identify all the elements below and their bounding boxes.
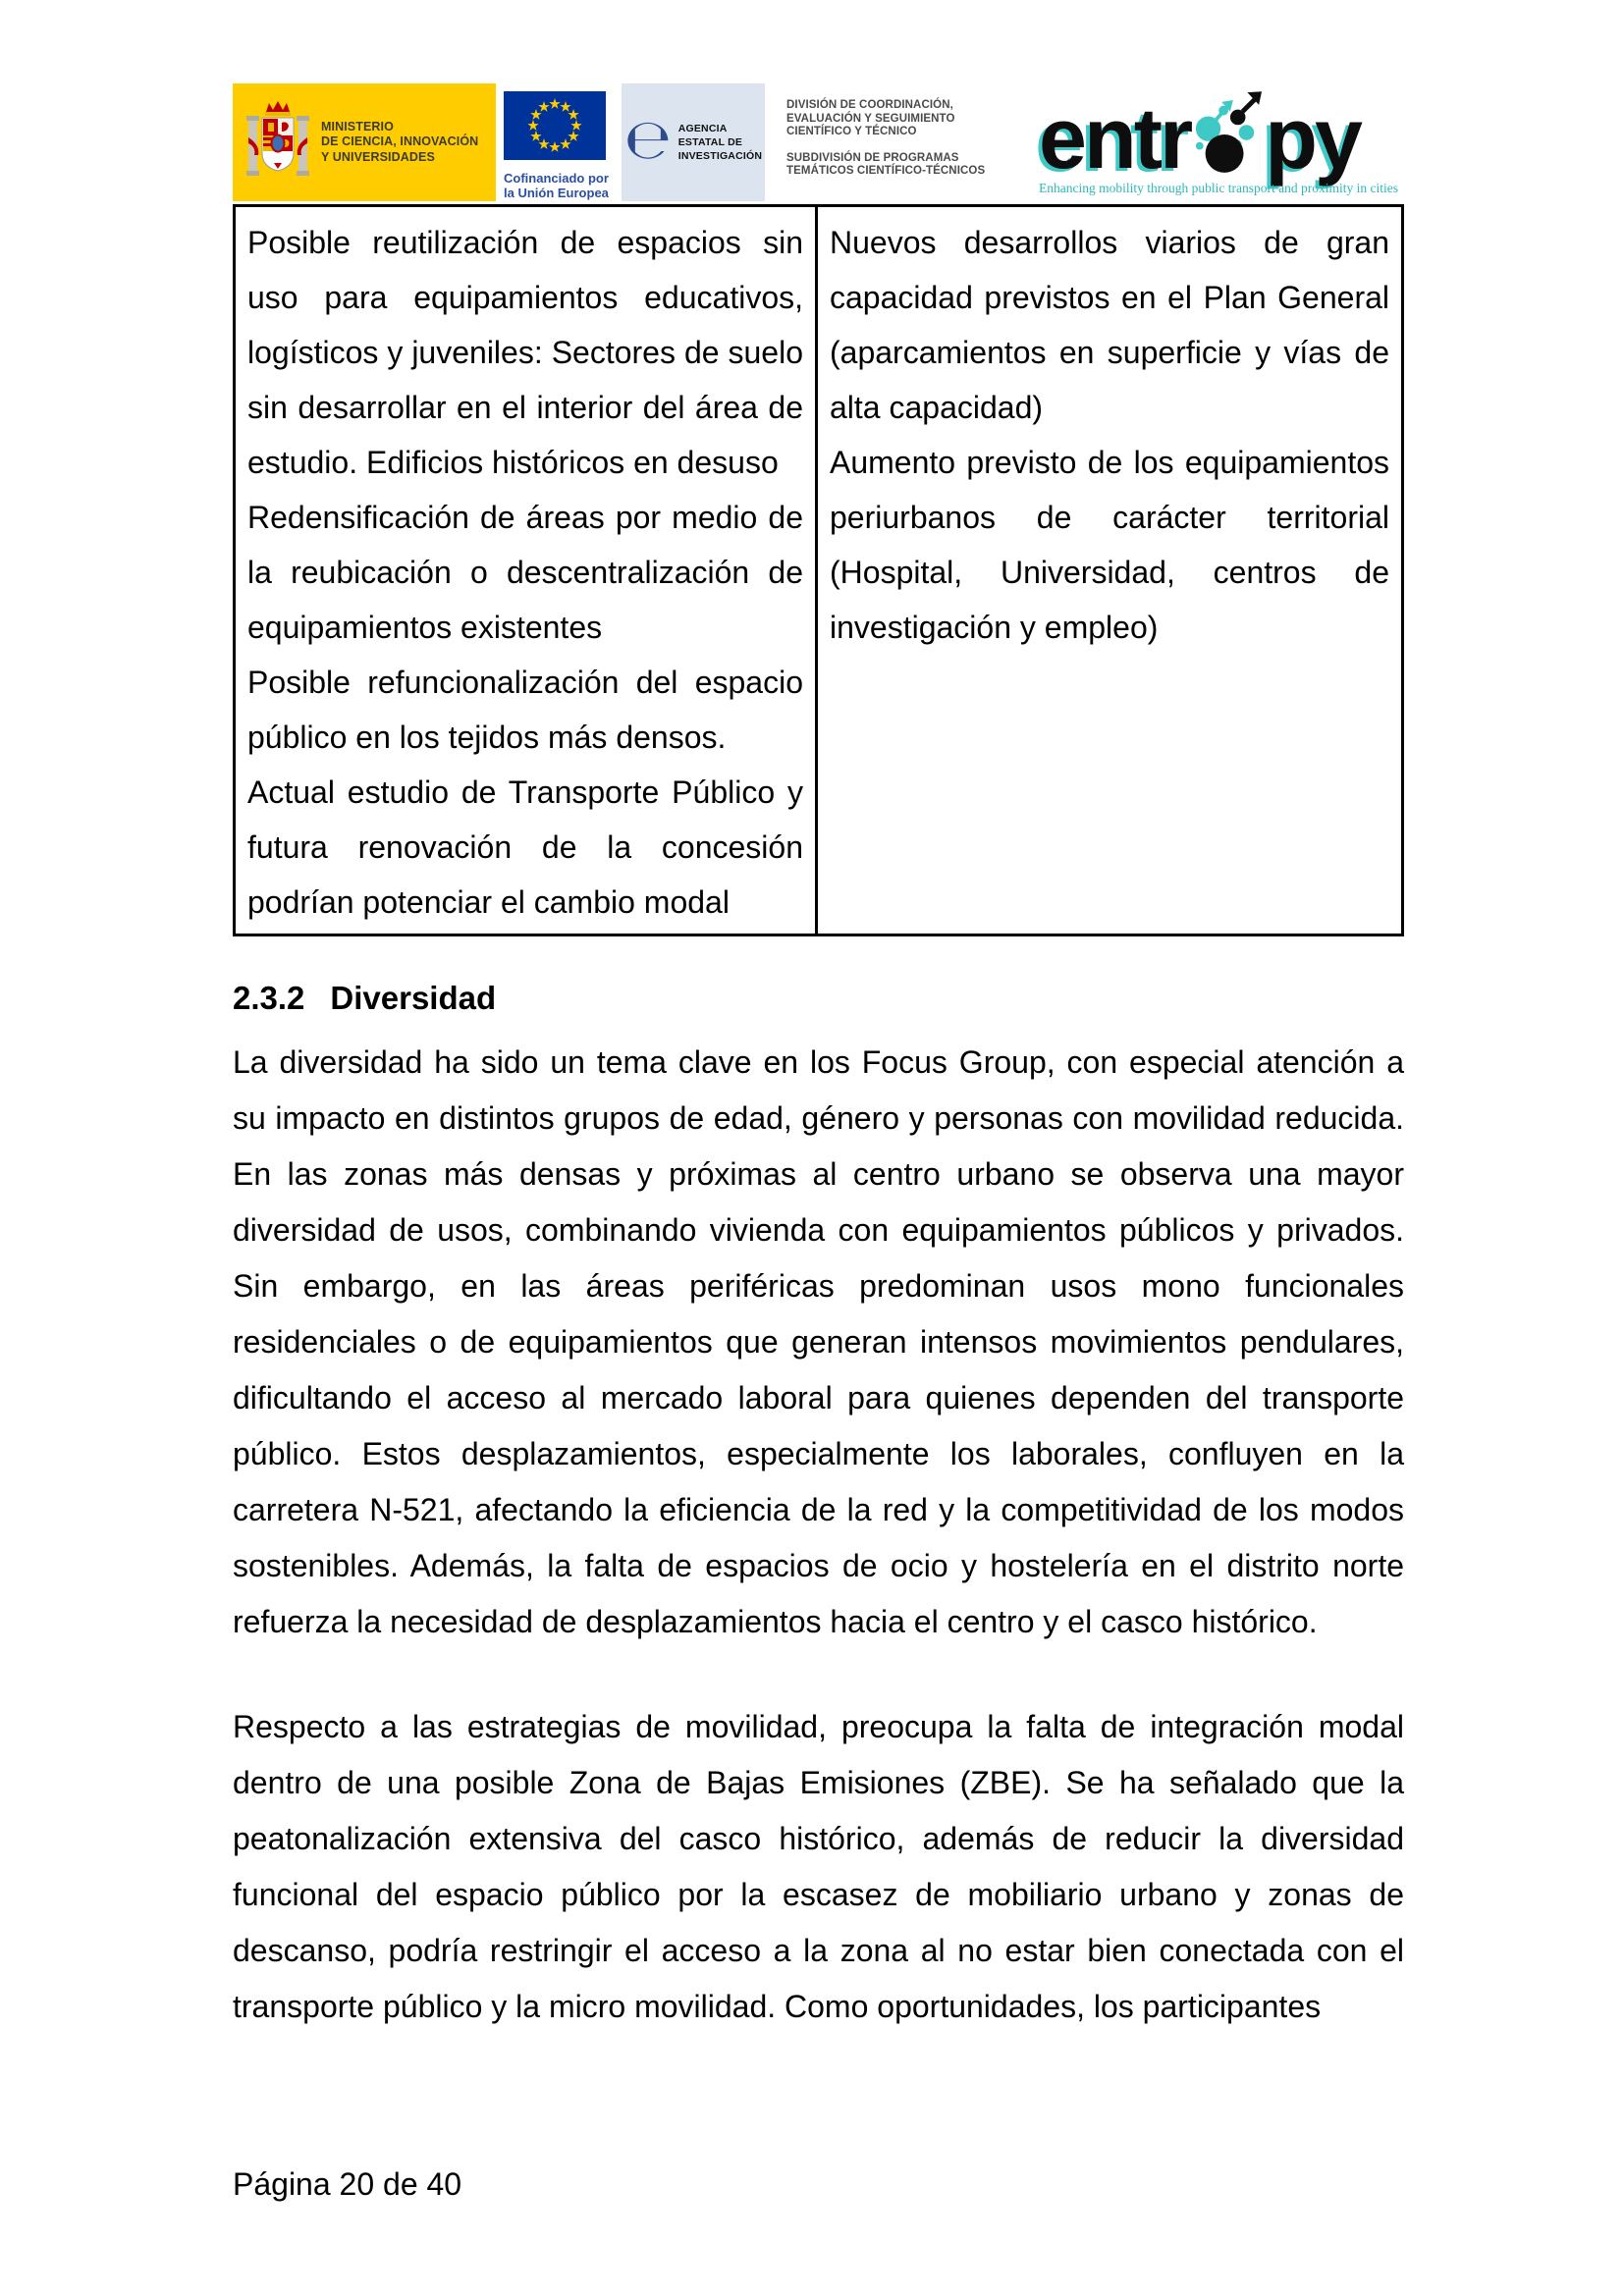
- ministry-logo: [233, 83, 496, 201]
- spain-coat-of-arms-icon: [246, 98, 309, 187]
- aei-name: [678, 122, 762, 163]
- subdivision-line-1: SUBDIVISIÓN DE PROGRAMAS: [786, 151, 959, 164]
- body-paragraph-2: Respecto a las estrategias de movilidad, preocupa la falta de integración modal dentro de una posible Zona de Bajas Emisiones (ZBE). Se ha señalado que la peatonalización extensiva del casco histórico, además de reducir la diversidad funcional del espacio público por la escasez de mobiliario urbano y zonas de descanso, podría restringir el acceso a la zona al no estar bien conectada con el transporte público y la micro movilidad. Como oportunidades, los participantes: [233, 1709, 1404, 2024]
- division-line-3: CIENTÍFICO Y TÉCNICO: [786, 126, 917, 137]
- ministry-line-2: DE CIENCIA, INNOVACIÓN: [321, 134, 479, 149]
- section-number: 2.3.2: [233, 980, 305, 1016]
- eu-cofunding-caption: [504, 171, 609, 200]
- entropy-word-start: entr: [1039, 89, 1191, 187]
- body-paragraph-1: La diversidad ha sido un tema clave en los Focus Group, con especial atención a su impacto en distintos grupos de edad, género y personas con movilidad reducida. En las zonas más densas y próximas al centro urbano se observa una mayor diversidad de usos, combinando vivienda con equipamientos públicos y privados. Sin embargo, en las áreas periféricas predominan usos mono funcionales residenciales o de equipamientos que generan intensos movimientos pendulares, dificultando el acceso al mercado laboral para quienes dependen del transporte público. Estos desplazamientos, especialmente los laborales, confluyen en la carretera N-521, afectando la eficiencia de la red y la competitividad de los modos sostenibles. Además, la falta de espacios de ocio y hostelería en el distrito norte refuerza la necesidad de desplazamientos hacia el centro y el casco histórico.: [233, 1044, 1404, 1639]
- ministry-line-3: Y UNIVERSIDADES: [321, 149, 435, 164]
- left-cell-paragraph: Actual estudio de Transporte Público y futura renovación de la concesión podrían potenciar el cambio modal: [247, 774, 803, 920]
- right-cell-paragraph: Nuevos desarrollos viarios de gran capacidad previstos en el Plan General (aparcamientos en superficie y vías de alta capacidad): [830, 225, 1389, 425]
- division-block-2: [786, 152, 1039, 179]
- header-logo-band: [233, 83, 1404, 201]
- left-cell-paragraph: Posible reutilización de espacios sin uso para equipamientos educativos, logísticos y juveniles: Sectores de suelo sin desarrollar en el interior del área de estudio. Edificios históricos en desuso: [247, 225, 803, 480]
- page-number-footer: Página 20 de 40: [233, 2166, 462, 2202]
- eu-caption-line-2: la Unión Europea: [504, 186, 609, 200]
- entropy-wordmark: [1039, 87, 1404, 187]
- left-cell-paragraph: Redensificación de áreas por medio de la reubicación o descentralización de equipamientos existentes: [247, 500, 803, 645]
- division-text-block: [786, 83, 1039, 201]
- eu-cofunding-logo: [504, 83, 614, 201]
- page-content: [233, 83, 1404, 2202]
- eu-flag-icon: [504, 83, 606, 165]
- left-cell-paragraph: Posible refuncionalización del espacio público en los tejidos más densos.: [247, 665, 803, 755]
- division-line-1: DIVISIÓN DE COORDINACIÓN,: [786, 99, 953, 111]
- right-cell-paragraph: Aumento previsto de los equipamientos periurbanos de carácter territorial (Hospital, Universidad, centros de investigación y empleo): [830, 445, 1389, 645]
- table-cell-right: [815, 207, 1401, 934]
- aei-logo: [622, 83, 765, 201]
- aei-line-3: INVESTIGACIÓN: [677, 150, 763, 162]
- ministry-line-1: MINISTERIO: [321, 119, 394, 133]
- aei-e-icon: ℮: [623, 108, 672, 172]
- entropy-project-logo: [1039, 83, 1404, 201]
- table-cell-left: [236, 207, 815, 934]
- eu-caption-line-1: Cofinanciado por: [504, 171, 609, 186]
- aei-line-1: AGENCIA: [677, 123, 728, 134]
- ministry-name: [321, 120, 478, 166]
- subdivision-line-2: TEMÁTICOS CIENTÍFICO-TÉCNICOS: [786, 165, 986, 177]
- entropy-molecule-icon: [1190, 86, 1265, 178]
- entropy-word-end: py: [1265, 89, 1360, 187]
- opportunities-threats-table: [233, 204, 1404, 936]
- section-title: Diversidad: [330, 980, 497, 1016]
- aei-line-2: ESTATAL DE: [677, 136, 743, 148]
- division-block-1: [786, 99, 1039, 139]
- division-line-2: EVALUACIÓN Y SEGUIMIENTO: [786, 112, 955, 125]
- entropy-tagline: Enhancing mobility through public transport and proximity in cities: [1039, 181, 1398, 195]
- section-heading: [233, 980, 1404, 1017]
